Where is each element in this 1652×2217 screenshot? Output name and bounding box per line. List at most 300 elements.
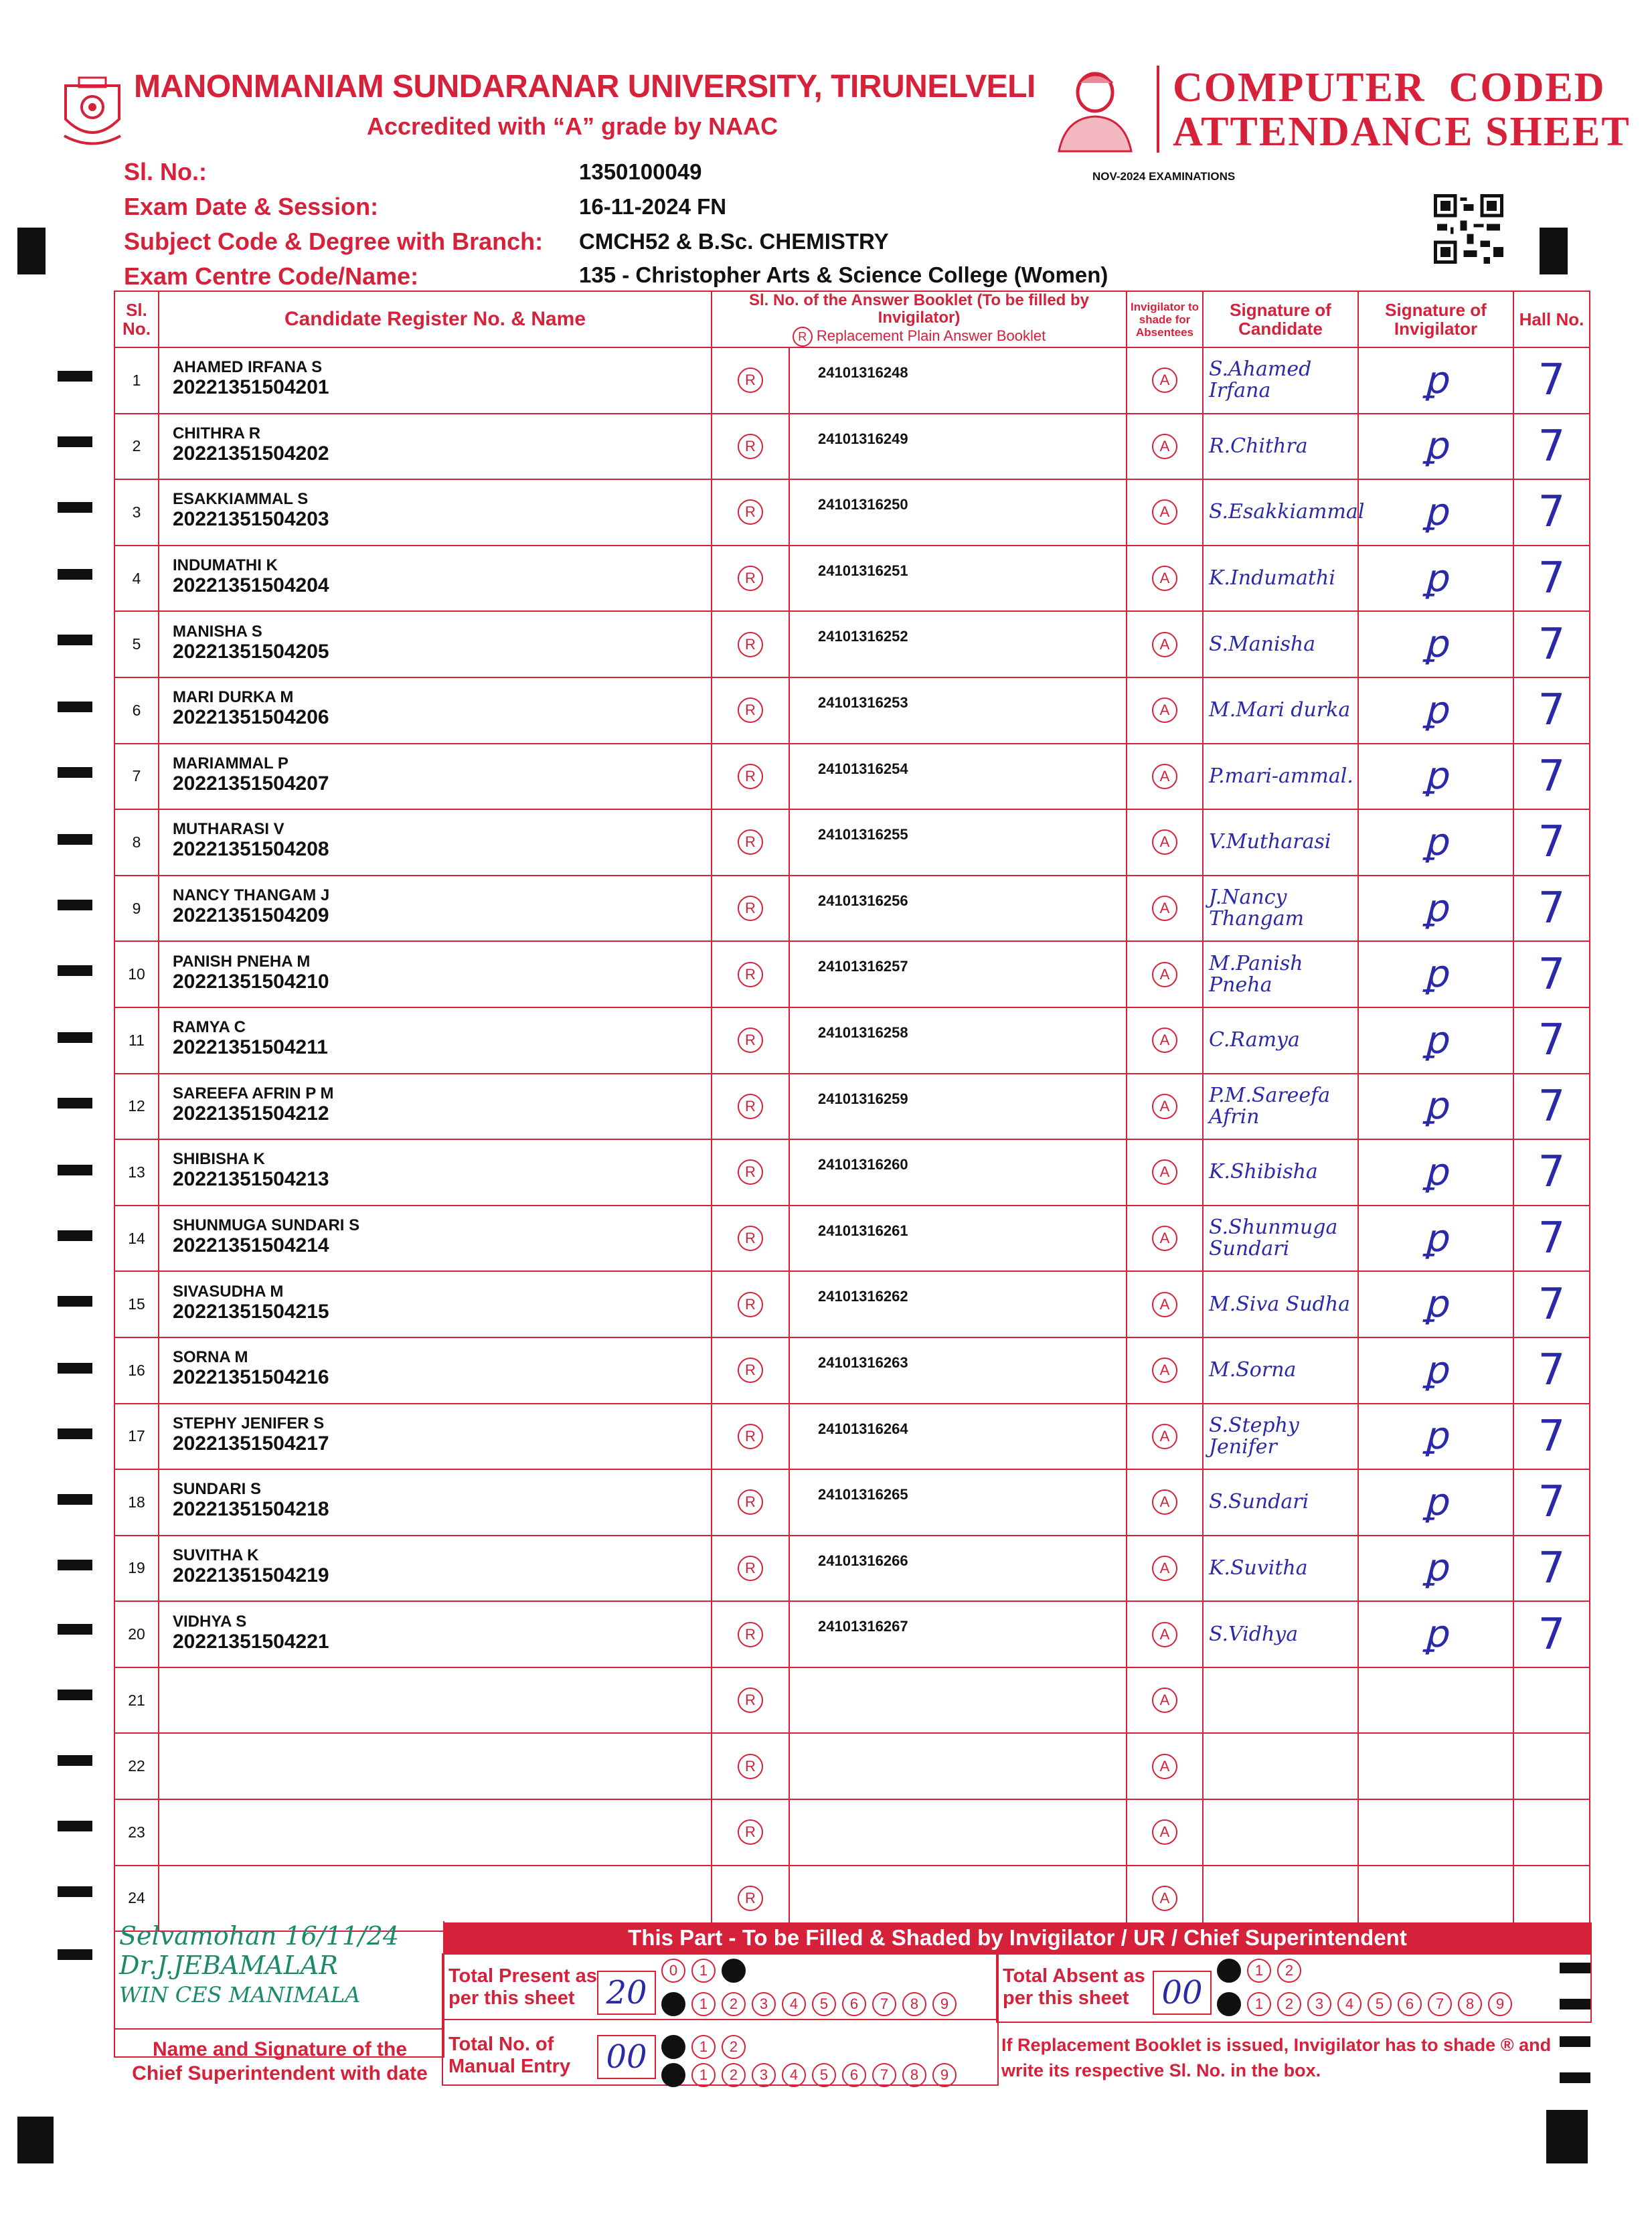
row-sl: 13: [114, 1139, 159, 1206]
hall-number[interactable]: 7: [1513, 1404, 1590, 1470]
candidate-cell: [159, 1799, 712, 1866]
timing-mark: [58, 1624, 92, 1635]
invigilator-signature[interactable]: ꝑ: [1358, 611, 1513, 677]
candidate-signature[interactable]: S.Ahamed Irfana: [1203, 347, 1358, 414]
absent-bubble[interactable]: A: [1152, 962, 1177, 987]
table-row: [114, 1139, 1590, 1206]
hall-number[interactable]: 7: [1513, 677, 1590, 744]
digit-bubble[interactable]: 3: [752, 2063, 776, 2087]
hall-number[interactable]: 7: [1513, 1074, 1590, 1140]
timing-mark: [58, 1032, 92, 1043]
digit-bubble[interactable]: 9: [932, 1992, 957, 2016]
booklet-number[interactable]: [789, 1667, 1127, 1734]
replacement-bubble-cell: [712, 744, 789, 810]
digit-bubble[interactable]: 2: [1277, 1992, 1301, 2016]
table-row: [114, 941, 1590, 1007]
invigilator-signature[interactable]: ꝑ: [1358, 941, 1513, 1007]
digit-bubble[interactable]: 1: [691, 2035, 716, 2059]
candidate-signature[interactable]: S.Manisha: [1203, 611, 1358, 677]
replacement-bubble[interactable]: R: [738, 367, 763, 393]
invigilator-signature[interactable]: ꝑ: [1358, 347, 1513, 414]
digit-bubble[interactable]: 8: [1458, 1992, 1482, 2016]
hall-number[interactable]: 7: [1513, 1007, 1590, 1074]
total-absent-label: Total Absent as per this sheet: [1003, 1965, 1145, 2009]
candidate-signature[interactable]: P.mari-ammal.: [1203, 744, 1358, 810]
footer-band: This Part - To be Filled & Shaded by Invigilator / UR / Chief Superintendent: [443, 1922, 1592, 1953]
col-booklet-sub: Replacement Plain Answer Booklet: [816, 327, 1046, 344]
digit-bubble[interactable]: 0: [1217, 1992, 1241, 2016]
booklet-number[interactable]: 24101316255: [789, 809, 1127, 876]
booklet-number[interactable]: 24101316267: [789, 1601, 1127, 1667]
invigilator-signature[interactable]: ꝑ: [1358, 414, 1513, 480]
candidate-name: SUNDARI S: [173, 1480, 262, 1499]
timing-mark: [58, 569, 92, 580]
timing-mark: [58, 767, 92, 778]
row-sl: 21: [114, 1667, 159, 1734]
founder-portrait: [1052, 66, 1138, 153]
register-number: 20221351504203: [173, 508, 329, 531]
digit-bubble[interactable]: 2: [1277, 1959, 1301, 1983]
hall-number[interactable]: 7: [1513, 479, 1590, 546]
absent-bubble[interactable]: A: [1152, 1886, 1177, 1911]
digit-bubble[interactable]: 8: [902, 2063, 926, 2087]
invigilator-signature[interactable]: [1358, 1799, 1513, 1866]
university-logo: [59, 72, 126, 153]
digit-bubble[interactable]: 6: [1398, 1992, 1422, 2016]
absent-bubble-cell: [1127, 546, 1203, 612]
replacement-bubble[interactable]: R: [738, 632, 763, 657]
hall-number[interactable]: 7: [1513, 941, 1590, 1007]
candidate-signature[interactable]: R.Chithra: [1203, 414, 1358, 480]
hall-number[interactable]: [1513, 1667, 1590, 1734]
invigilator-signature[interactable]: ꝑ: [1358, 1536, 1513, 1602]
candidate-signature[interactable]: K.Indumathi: [1203, 546, 1358, 612]
timing-mark: [58, 1296, 92, 1307]
candidate-name: AHAMED IRFANA S: [173, 358, 323, 377]
replacement-bubble[interactable]: R: [738, 1028, 763, 1053]
booklet-number[interactable]: 24101316254: [789, 744, 1127, 810]
digit-bubble[interactable]: 4: [782, 1992, 806, 2016]
table-row: [114, 611, 1590, 677]
timing-mark: [58, 502, 92, 513]
candidate-signature[interactable]: S.Stephy Jenifer: [1203, 1404, 1358, 1470]
hall-number[interactable]: 7: [1513, 744, 1590, 810]
digit-bubble[interactable]: 4: [782, 2063, 806, 2087]
replacement-bubble-cell: [712, 1206, 789, 1272]
digit-bubble[interactable]: 8: [902, 1992, 926, 2016]
digit-bubble[interactable]: 1: [1247, 1959, 1271, 1983]
absent-tens-bubbles: [1217, 1959, 1307, 1983]
hall-number[interactable]: 7: [1513, 1337, 1590, 1404]
digit-bubble[interactable]: 9: [932, 2063, 957, 2087]
absent-unit-bubbles: [1217, 1992, 1518, 2016]
replacement-bubble[interactable]: R: [738, 1159, 763, 1185]
digit-bubble[interactable]: 6: [842, 2063, 866, 2087]
absent-bubble-cell: [1127, 1601, 1203, 1667]
timing-mark: [58, 1363, 92, 1374]
timing-mark: [58, 635, 92, 645]
invigilator-signature[interactable]: ꝑ: [1358, 809, 1513, 876]
candidate-signature[interactable]: [1203, 1866, 1358, 1932]
register-number: 20221351504210: [173, 970, 329, 993]
absent-bubble[interactable]: A: [1152, 367, 1177, 393]
hall-number[interactable]: 7: [1513, 1601, 1590, 1667]
absent-bubble[interactable]: A: [1152, 1292, 1177, 1317]
replacement-bubble[interactable]: R: [738, 764, 763, 789]
candidate-signature[interactable]: M.Siva Sudha: [1203, 1271, 1358, 1337]
absent-bubble-cell: [1127, 744, 1203, 810]
absent-bubble-cell: [1127, 1469, 1203, 1536]
absent-bubble[interactable]: A: [1152, 764, 1177, 789]
register-number: 20221351504214: [173, 1234, 329, 1257]
absent-bubble[interactable]: A: [1152, 632, 1177, 657]
absent-bubble-cell: [1127, 611, 1203, 677]
total-absent-value[interactable]: 00: [1153, 1971, 1212, 2015]
qr-code: [1434, 194, 1503, 264]
booklet-number[interactable]: 24101316248: [789, 347, 1127, 414]
hall-number[interactable]: 7: [1513, 1139, 1590, 1206]
table-row: [114, 876, 1590, 942]
booklet-number[interactable]: 24101316250: [789, 479, 1127, 546]
register-number: 20221351504201: [173, 376, 329, 399]
replacement-bubble[interactable]: R: [738, 962, 763, 987]
absent-bubble[interactable]: A: [1152, 566, 1177, 591]
booklet-number[interactable]: 24101316249: [789, 414, 1127, 480]
digit-bubble[interactable]: 0: [661, 1959, 685, 1983]
manual-entry-value[interactable]: 00: [597, 2035, 656, 2079]
replacement-bubble[interactable]: R: [738, 829, 763, 855]
replacement-bubble-cell: [712, 347, 789, 414]
invigilator-signature[interactable]: ꝑ: [1358, 677, 1513, 744]
digit-bubble[interactable]: 0: [1217, 1959, 1241, 1983]
digit-bubble[interactable]: 5: [812, 2063, 836, 2087]
exam-date-value: 16-11-2024 FN: [579, 194, 727, 219]
hall-number[interactable]: 7: [1513, 876, 1590, 942]
absent-bubble-cell: [1127, 677, 1203, 744]
absent-bubble[interactable]: A: [1152, 829, 1177, 855]
hall-number[interactable]: 7: [1513, 1536, 1590, 1602]
booklet-number[interactable]: [789, 1733, 1127, 1799]
absent-bubble-cell: [1127, 1206, 1203, 1272]
booklet-number[interactable]: 24101316258: [789, 1007, 1127, 1074]
invigilator-signature[interactable]: ꝑ: [1358, 1007, 1513, 1074]
candidate-cell: [159, 1206, 712, 1272]
digit-bubble[interactable]: 2: [722, 2035, 746, 2059]
invigilator-signature[interactable]: ꝑ: [1358, 1404, 1513, 1470]
replacement-bubble-cell: [712, 941, 789, 1007]
replacement-bubble[interactable]: R: [738, 1094, 763, 1119]
digit-bubble[interactable]: 7: [872, 1992, 896, 2016]
absent-bubble[interactable]: A: [1152, 1489, 1177, 1515]
absent-bubble[interactable]: A: [1152, 1688, 1177, 1713]
booklet-number[interactable]: [789, 1866, 1127, 1932]
timing-mark: [58, 900, 92, 910]
absent-bubble-cell: [1127, 1074, 1203, 1140]
replacement-bubble[interactable]: R: [738, 1226, 763, 1251]
replacement-bubble[interactable]: R: [738, 499, 763, 525]
table-row: [114, 1206, 1590, 1272]
digit-bubble[interactable]: 0: [661, 2063, 685, 2087]
replacement-bubble[interactable]: R: [738, 1886, 763, 1911]
candidate-signature[interactable]: K.Shibisha: [1203, 1139, 1358, 1206]
digit-bubble[interactable]: 7: [872, 2063, 896, 2087]
candidate-cell: [159, 546, 712, 612]
row-sl: 17: [114, 1404, 159, 1470]
candidate-signature[interactable]: S.Shunmuga Sundari: [1203, 1206, 1358, 1272]
exam-date-label: Exam Date & Session:: [124, 193, 379, 220]
replacement-bubble-cell: [712, 1667, 789, 1734]
invigilator-signature[interactable]: ꝑ: [1358, 1337, 1513, 1404]
absent-bubble[interactable]: A: [1152, 1094, 1177, 1119]
replacement-bubble-cell: [712, 1866, 789, 1932]
invigilator-signature[interactable]: ꝑ: [1358, 1139, 1513, 1206]
digit-bubble[interactable]: 1: [691, 1959, 716, 1983]
absent-bubble[interactable]: A: [1152, 697, 1177, 723]
booklet-number[interactable]: 24101316257: [789, 941, 1127, 1007]
absent-bubble-cell: [1127, 876, 1203, 942]
replacement-r-icon: R: [793, 327, 813, 347]
hall-number[interactable]: 7: [1513, 1206, 1590, 1272]
candidate-cell: [159, 876, 712, 942]
candidate-cell: [159, 611, 712, 677]
booklet-number[interactable]: 24101316266: [789, 1536, 1127, 1602]
candidate-signature[interactable]: S.Esakkiammal: [1203, 479, 1358, 546]
present-unit-bubbles: [661, 1992, 963, 2016]
absent-bubble[interactable]: A: [1152, 434, 1177, 459]
hall-number[interactable]: 7: [1513, 414, 1590, 480]
total-present-label: Total Present as per this sheet: [448, 1965, 597, 2009]
invigilator-signature[interactable]: [1358, 1733, 1513, 1799]
absent-bubble[interactable]: A: [1152, 1424, 1177, 1449]
absent-bubble-cell: [1127, 1536, 1203, 1602]
table-row: [114, 1601, 1590, 1667]
hall-number[interactable]: [1513, 1866, 1590, 1932]
replacement-bubble[interactable]: R: [738, 1424, 763, 1449]
candidate-signature[interactable]: K.Suvitha: [1203, 1536, 1358, 1602]
row-sl: 9: [114, 876, 159, 942]
candidate-signature[interactable]: M.Panish Pneha: [1203, 941, 1358, 1007]
digit-bubble[interactable]: 3: [752, 1992, 776, 2016]
digit-bubble[interactable]: 6: [842, 1992, 866, 2016]
candidate-signature[interactable]: J.Nancy Thangam: [1203, 876, 1358, 942]
timing-mark: [58, 1886, 92, 1897]
invigilator-signature[interactable]: ꝑ: [1358, 546, 1513, 612]
timing-mark: [58, 371, 92, 382]
candidate-cell: [159, 347, 712, 414]
hall-number[interactable]: 7: [1513, 611, 1590, 677]
candidate-signature[interactable]: [1203, 1733, 1358, 1799]
chief-sig-line1: Selvamohan 16/11/24: [119, 1921, 400, 1951]
digit-bubble[interactable]: 2: [722, 1959, 746, 1983]
table-row: [114, 744, 1590, 810]
booklet-number[interactable]: 24101316263: [789, 1337, 1127, 1404]
invigilator-signature[interactable]: ꝑ: [1358, 1469, 1513, 1536]
digit-bubble[interactable]: 2: [722, 2063, 746, 2087]
replacement-bubble-cell: [712, 1733, 789, 1799]
row-sl: 2: [114, 414, 159, 480]
invigilator-signature[interactable]: ꝑ: [1358, 1206, 1513, 1272]
absent-bubble[interactable]: A: [1152, 1028, 1177, 1053]
replacement-bubble[interactable]: R: [738, 1292, 763, 1317]
digit-bubble[interactable]: 5: [1368, 1992, 1392, 2016]
absent-bubble-cell: [1127, 1866, 1203, 1932]
replacement-bubble[interactable]: R: [738, 1622, 763, 1647]
digit-bubble[interactable]: 4: [1337, 1992, 1361, 2016]
candidate-signature[interactable]: M.Sorna: [1203, 1337, 1358, 1404]
invigilator-signature[interactable]: [1358, 1866, 1513, 1932]
digit-bubble[interactable]: 1: [691, 2063, 716, 2087]
hall-number[interactable]: 7: [1513, 347, 1590, 414]
booklet-number[interactable]: 24101316265: [789, 1469, 1127, 1536]
candidate-signature[interactable]: V.Mutharasi: [1203, 809, 1358, 876]
absent-bubble[interactable]: A: [1152, 1159, 1177, 1185]
chief-sig-line3: WIN CES MANIMALA: [119, 1982, 361, 2007]
candidate-cell: [159, 1536, 712, 1602]
replacement-bubble[interactable]: R: [738, 1358, 763, 1383]
digit-bubble[interactable]: 1: [1247, 1992, 1271, 2016]
table-row: [114, 1667, 1590, 1734]
row-sl: 15: [114, 1271, 159, 1337]
replacement-bubble[interactable]: R: [738, 896, 763, 921]
col-booklet: [712, 291, 1127, 347]
absent-bubble-cell: [1127, 1667, 1203, 1734]
booklet-number[interactable]: 24101316252: [789, 611, 1127, 677]
booklet-number[interactable]: 24101316251: [789, 546, 1127, 612]
table-row: [114, 546, 1590, 612]
candidate-signature[interactable]: M.Mari durka: [1203, 677, 1358, 744]
absent-bubble[interactable]: A: [1152, 1622, 1177, 1647]
timing-mark: [58, 1560, 92, 1570]
replacement-bubble-cell: [712, 809, 789, 876]
candidate-cell: [159, 809, 712, 876]
registration-mark: [1546, 2110, 1588, 2163]
replacement-bubble-cell: [712, 546, 789, 612]
absent-bubble-cell: [1127, 347, 1203, 414]
hall-number[interactable]: 7: [1513, 809, 1590, 876]
timing-mark: [58, 834, 92, 845]
hall-number[interactable]: 7: [1513, 1469, 1590, 1536]
booklet-number[interactable]: 24101316261: [789, 1206, 1127, 1272]
candidate-signature[interactable]: P.M.Sareefa Afrin: [1203, 1074, 1358, 1140]
row-sl: 3: [114, 479, 159, 546]
booklet-number[interactable]: 24101316264: [789, 1404, 1127, 1470]
invigilator-signature[interactable]: [1358, 1667, 1513, 1734]
table-row: [114, 1404, 1590, 1470]
replacement-bubble[interactable]: R: [738, 566, 763, 591]
absent-bubble[interactable]: A: [1152, 1754, 1177, 1779]
invigilator-signature[interactable]: ꝑ: [1358, 876, 1513, 942]
booklet-number[interactable]: 24101316260: [789, 1139, 1127, 1206]
table-row: [114, 1469, 1590, 1536]
invigilator-signature[interactable]: ꝑ: [1358, 1074, 1513, 1140]
invigilator-signature[interactable]: ꝑ: [1358, 744, 1513, 810]
absent-bubble-cell: [1127, 1139, 1203, 1206]
centre-label: Exam Centre Code/Name:: [124, 262, 419, 290]
absent-bubble[interactable]: A: [1152, 896, 1177, 921]
register-number: 20221351504213: [173, 1168, 329, 1191]
candidate-name: MARI DURKA M: [173, 688, 294, 707]
register-number: 20221351504221: [173, 1630, 329, 1653]
replacement-bubble-cell: [712, 677, 789, 744]
hall-number[interactable]: [1513, 1799, 1590, 1866]
candidate-cell: [159, 479, 712, 546]
booklet-number[interactable]: 24101316256: [789, 876, 1127, 942]
candidate-cell: [159, 1337, 712, 1404]
timing-mark: [58, 1098, 92, 1108]
present-manual-divider: [442, 2019, 996, 2020]
absent-bubble[interactable]: A: [1152, 1556, 1177, 1581]
booklet-number[interactable]: 24101316259: [789, 1074, 1127, 1140]
candidate-name: VIDHYA S: [173, 1612, 247, 1631]
absent-bubble-cell: [1127, 809, 1203, 876]
digit-bubble[interactable]: 7: [1428, 1992, 1452, 2016]
invigilator-signature[interactable]: ꝑ: [1358, 1601, 1513, 1667]
replacement-bubble[interactable]: R: [738, 1556, 763, 1581]
digit-bubble[interactable]: 0: [661, 1992, 685, 2016]
total-present-value[interactable]: 20: [597, 1971, 656, 2015]
absent-bubble[interactable]: A: [1152, 1358, 1177, 1383]
invigilator-signature[interactable]: ꝑ: [1358, 1271, 1513, 1337]
hall-number[interactable]: 7: [1513, 1271, 1590, 1337]
register-number: 20221351504217: [173, 1432, 329, 1455]
candidate-signature[interactable]: S.Vidhya: [1203, 1601, 1358, 1667]
replacement-bubble[interactable]: R: [738, 697, 763, 723]
candidate-signature[interactable]: C.Ramya: [1203, 1007, 1358, 1074]
replacement-bubble-cell: [712, 414, 789, 480]
row-sl: 6: [114, 677, 159, 744]
absent-bubble[interactable]: A: [1152, 1226, 1177, 1251]
candidate-signature[interactable]: [1203, 1799, 1358, 1866]
replacement-bubble-cell: [712, 1007, 789, 1074]
replacement-bubble[interactable]: R: [738, 1754, 763, 1779]
absent-bubble-cell: [1127, 1271, 1203, 1337]
replacement-bubble[interactable]: R: [738, 1489, 763, 1515]
candidate-signature[interactable]: S.Sundari: [1203, 1469, 1358, 1536]
timing-mark: [58, 1494, 92, 1505]
digit-bubble[interactable]: 2: [722, 1992, 746, 2016]
replacement-bubble-cell: [712, 1601, 789, 1667]
digit-bubble[interactable]: 5: [812, 1992, 836, 2016]
col-candidate: Candidate Register No. & Name: [159, 291, 712, 347]
title-divider: [1157, 66, 1159, 153]
digit-bubble[interactable]: 3: [1307, 1992, 1331, 2016]
subject-label: Subject Code & Degree with Branch:: [124, 228, 544, 255]
digit-bubble[interactable]: 1: [691, 1992, 716, 2016]
replacement-bubble[interactable]: R: [738, 1688, 763, 1713]
absent-bubble[interactable]: A: [1152, 499, 1177, 525]
row-sl: 20: [114, 1601, 159, 1667]
invigilator-signature[interactable]: ꝑ: [1358, 479, 1513, 546]
candidate-name: SHUNMUGA SUNDARI S: [173, 1216, 360, 1235]
candidate-cell: [159, 1404, 712, 1470]
present-tens-bubbles: [661, 1959, 752, 1983]
row-sl: 10: [114, 941, 159, 1007]
booklet-number[interactable]: 24101316262: [789, 1271, 1127, 1337]
candidate-signature[interactable]: [1203, 1667, 1358, 1734]
hall-number[interactable]: [1513, 1733, 1590, 1799]
absent-bubble[interactable]: A: [1152, 1819, 1177, 1845]
digit-bubble[interactable]: 9: [1488, 1992, 1512, 2016]
replacement-bubble-cell: [712, 479, 789, 546]
booklet-number[interactable]: 24101316253: [789, 677, 1127, 744]
hall-number[interactable]: 7: [1513, 546, 1590, 612]
replacement-bubble[interactable]: R: [738, 1819, 763, 1845]
replacement-bubble[interactable]: R: [738, 434, 763, 459]
digit-bubble[interactable]: 0: [661, 2035, 685, 2059]
candidate-cell: [159, 1733, 712, 1799]
candidate-cell: [159, 414, 712, 480]
booklet-number[interactable]: [789, 1799, 1127, 1866]
